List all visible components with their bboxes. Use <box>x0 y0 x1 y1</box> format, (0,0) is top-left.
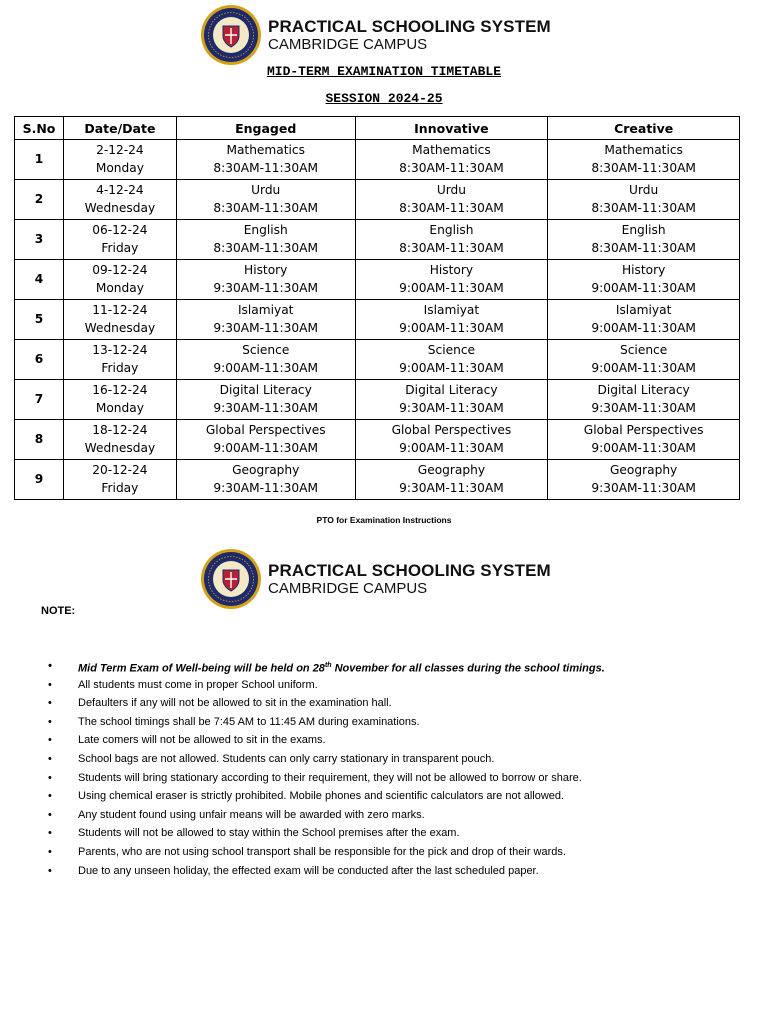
column-header: S.No <box>15 117 64 140</box>
note-text: Students will bring stationary according to their requirement, they will not be allowed to borrow or share. <box>78 771 582 784</box>
list-item <box>48 844 605 863</box>
date-cell <box>63 300 176 340</box>
time-text: 9:30AM-11:30AM <box>213 400 318 415</box>
column-header: Engaged <box>176 117 355 140</box>
subject-text: English <box>621 223 666 237</box>
engaged-cell <box>176 180 355 220</box>
creative-cell <box>548 260 740 300</box>
subject-text: Geography <box>417 463 486 477</box>
day-text: Monday <box>95 160 144 175</box>
innovative-cell <box>355 460 548 500</box>
creative-cell <box>548 180 740 220</box>
day-text: Friday <box>101 480 139 495</box>
engaged-cell <box>176 380 355 420</box>
time-text: 9:30AM-11:30AM <box>591 480 696 495</box>
table-row <box>15 140 740 180</box>
date-text: 06-12-24 <box>92 223 148 237</box>
innovative-cell <box>355 180 548 220</box>
timetable <box>14 116 740 500</box>
notes-list <box>48 658 605 881</box>
time-text: 8:30AM-11:30AM <box>591 200 696 215</box>
time-text: 9:30AM-11:30AM <box>213 480 318 495</box>
day-text: Wednesday <box>84 200 156 215</box>
day-text: Wednesday <box>84 320 156 335</box>
subject-text: Digital Literacy <box>405 383 498 397</box>
time-text: 8:30AM-11:30AM <box>399 160 504 175</box>
list-item <box>48 751 605 770</box>
date-text: 16-12-24 <box>92 383 148 397</box>
bullet-icon: • <box>48 864 52 877</box>
campus-name: CAMBRIDGE CAMPUS <box>268 580 428 597</box>
table-header-row <box>15 117 740 140</box>
time-text: 9:00AM-11:30AM <box>399 280 504 295</box>
subject-text: History <box>244 263 288 277</box>
day-text: Monday <box>95 400 144 415</box>
note-label: NOTE: <box>41 605 76 617</box>
subject-text: Urdu <box>436 183 467 197</box>
creative-cell <box>548 380 740 420</box>
serial-number-cell: 1 <box>15 140 64 180</box>
bullet-icon: • <box>48 715 52 728</box>
innovative-cell <box>355 380 548 420</box>
list-item <box>48 732 605 751</box>
school-name: PRACTICAL SCHOOLING SYSTEM <box>268 17 551 36</box>
time-text: 8:30AM-11:30AM <box>213 240 318 255</box>
subject-text: Islamiyat <box>237 303 294 317</box>
serial-number-cell: 3 <box>15 220 64 260</box>
innovative-cell <box>355 140 548 180</box>
list-item <box>48 695 605 714</box>
table-row <box>15 340 740 380</box>
note-text: Parents, who are not using school transport shall be responsible for the pick and drop of their wards. <box>78 845 566 858</box>
list-item <box>48 788 605 807</box>
time-text: 8:30AM-11:30AM <box>591 160 696 175</box>
time-text: 9:00AM-11:30AM <box>399 320 504 335</box>
time-text: 9:00AM-11:30AM <box>213 440 318 455</box>
table-row <box>15 300 740 340</box>
creative-cell <box>548 420 740 460</box>
time-text: 9:30AM-11:30AM <box>399 400 504 415</box>
bullet-icon: • <box>48 808 52 821</box>
time-text: 8:30AM-11:30AM <box>399 200 504 215</box>
serial-number-cell: 9 <box>15 460 64 500</box>
bullet-icon: • <box>48 697 52 710</box>
subject-text: History <box>621 263 666 277</box>
table-row <box>15 180 740 220</box>
day-text: Friday <box>101 360 139 375</box>
time-text: 9:30AM-11:30AM <box>213 320 318 335</box>
serial-number-cell: 8 <box>15 420 64 460</box>
engaged-cell <box>176 300 355 340</box>
note-text: School bags are not allowed. Students can only carry stationary in transparent pouch. <box>78 752 495 765</box>
bullet-icon: • <box>48 790 52 803</box>
time-text: 9:00AM-11:30AM <box>213 360 318 375</box>
date-text: 11-12-24 <box>92 303 148 317</box>
time-text: 9:00AM-11:30AM <box>591 320 696 335</box>
subject-text: Global Perspectives <box>391 423 512 437</box>
subject-text: Urdu <box>251 183 281 197</box>
note-text: Late comers will not be allowed to sit in the exams. <box>78 734 326 747</box>
subject-text: Digital Literacy <box>597 383 690 397</box>
time-text: 9:00AM-11:30AM <box>399 440 504 455</box>
school-crest-icon <box>200 4 262 66</box>
creative-cell <box>548 140 740 180</box>
subject-text: Mathematics <box>412 143 491 157</box>
innovative-cell <box>355 420 548 460</box>
bullet-icon: • <box>48 845 52 858</box>
subject-text: Global Perspectives <box>205 423 326 437</box>
date-cell <box>63 340 176 380</box>
subject-text: Geography <box>609 463 678 477</box>
engaged-cell <box>176 460 355 500</box>
engaged-cell <box>176 420 355 460</box>
subject-text: Islamiyat <box>423 303 480 317</box>
column-header: Date/Date <box>63 117 176 140</box>
innovative-cell <box>355 220 548 260</box>
subject-text: English <box>243 223 288 237</box>
bullet-icon: • <box>48 771 52 784</box>
date-text: 18-12-24 <box>92 423 148 437</box>
pto-note: PTO for Examination Instructions <box>316 515 452 525</box>
engaged-cell <box>176 340 355 380</box>
subject-text: Islamiyat <box>615 303 672 317</box>
date-cell <box>63 140 176 180</box>
list-item <box>48 807 605 826</box>
timetable-title: MID-TERM EXAMINATION TIMETABLE <box>266 64 502 79</box>
time-text: 9:00AM-11:30AM <box>591 440 696 455</box>
innovative-cell <box>355 300 548 340</box>
subject-text: Geography <box>232 463 300 477</box>
note-text: Defaulters if any will not be allowed to sit in the examination hall. <box>78 697 392 710</box>
table-row <box>15 380 740 420</box>
table-row <box>15 460 740 500</box>
serial-number-cell: 7 <box>15 380 64 420</box>
subject-text: History <box>429 263 474 277</box>
school-name: PRACTICAL SCHOOLING SYSTEM <box>268 561 551 580</box>
table-row <box>15 260 740 300</box>
date-cell <box>63 460 176 500</box>
table-row <box>15 420 740 460</box>
time-text: 8:30AM-11:30AM <box>399 240 504 255</box>
day-text: Friday <box>101 240 139 255</box>
list-item: • Mid Term Exam of Well-being will be held on 28th November for all classes during the school timings. <box>48 660 605 675</box>
engaged-cell <box>176 140 355 180</box>
subject-text: Mathematics <box>226 143 305 157</box>
school-crest-icon <box>200 548 262 610</box>
date-cell <box>63 180 176 220</box>
subject-text: Urdu <box>629 183 659 197</box>
subject-text: Digital Literacy <box>219 383 312 397</box>
engaged-cell <box>176 220 355 260</box>
time-text: 9:00AM-11:30AM <box>591 280 696 295</box>
table-row <box>15 220 740 260</box>
time-text: 9:30AM-11:30AM <box>399 480 504 495</box>
column-header: Creative <box>548 117 740 140</box>
list-item <box>48 714 605 733</box>
date-text: 4-12-24 <box>96 183 144 197</box>
innovative-cell <box>355 340 548 380</box>
note-text: Using chemical eraser is strictly prohibited. Mobile phones and scientific calculators are not allowed. <box>78 790 565 803</box>
day-text: Monday <box>95 280 144 295</box>
date-cell <box>63 220 176 260</box>
serial-number-cell: 2 <box>15 180 64 220</box>
day-text: Wednesday <box>84 440 156 455</box>
creative-cell <box>548 460 740 500</box>
date-cell <box>63 380 176 420</box>
bullet-icon: • <box>48 827 52 840</box>
subject-text: Science <box>620 343 668 357</box>
note-text: Due to any unseen holiday, the effected exam will be conducted after the last scheduled paper. <box>78 864 539 877</box>
note-text: All students must come in proper School uniform. <box>78 678 318 691</box>
creative-cell <box>548 300 740 340</box>
campus-name: CAMBRIDGE CAMPUS <box>268 36 428 53</box>
list-item <box>48 825 605 844</box>
school-header <box>200 4 551 66</box>
engaged-cell <box>176 260 355 300</box>
school-header <box>200 548 551 610</box>
time-text: 8:30AM-11:30AM <box>213 200 318 215</box>
subject-text: Global Perspectives <box>583 423 704 437</box>
bullet-icon: • <box>48 734 52 747</box>
note-text: Any student found using unfair means will be awarded with zero marks. <box>78 808 425 821</box>
serial-number-cell: 5 <box>15 300 64 340</box>
date-text: 09-12-24 <box>92 263 148 277</box>
subject-text: Science <box>427 343 476 357</box>
time-text: 9:30AM-11:30AM <box>591 400 696 415</box>
bullet-icon: • <box>48 752 52 765</box>
date-cell <box>63 420 176 460</box>
list-item <box>48 863 605 882</box>
bullet-icon: • <box>48 660 52 672</box>
time-text: 8:30AM-11:30AM <box>213 160 318 175</box>
note-text: Students will not be allowed to stay within the School premises after the exam. <box>78 827 460 840</box>
subject-text: Mathematics <box>604 143 683 157</box>
time-text: 8:30AM-11:30AM <box>591 240 696 255</box>
date-text: 2-12-24 <box>96 143 144 157</box>
time-text: 9:00AM-11:30AM <box>591 360 696 375</box>
date-text: 20-12-24 <box>92 463 148 477</box>
column-header: Innovative <box>355 117 548 140</box>
session-title: SESSION 2024-25 <box>325 91 443 106</box>
list-item <box>48 677 605 696</box>
date-text: 13-12-24 <box>92 343 148 357</box>
list-item <box>48 770 605 789</box>
serial-number-cell: 4 <box>15 260 64 300</box>
serial-number-cell: 6 <box>15 340 64 380</box>
subject-text: Science <box>242 343 290 357</box>
innovative-cell <box>355 260 548 300</box>
note-text: The school timings shall be 7:45 AM to 11:45 AM during examinations. <box>78 715 420 728</box>
creative-cell <box>548 220 740 260</box>
time-text: 9:30AM-11:30AM <box>213 280 318 295</box>
time-text: 9:00AM-11:30AM <box>399 360 504 375</box>
bullet-icon: • <box>48 678 52 691</box>
date-cell <box>63 260 176 300</box>
subject-text: English <box>429 223 474 237</box>
creative-cell <box>548 340 740 380</box>
